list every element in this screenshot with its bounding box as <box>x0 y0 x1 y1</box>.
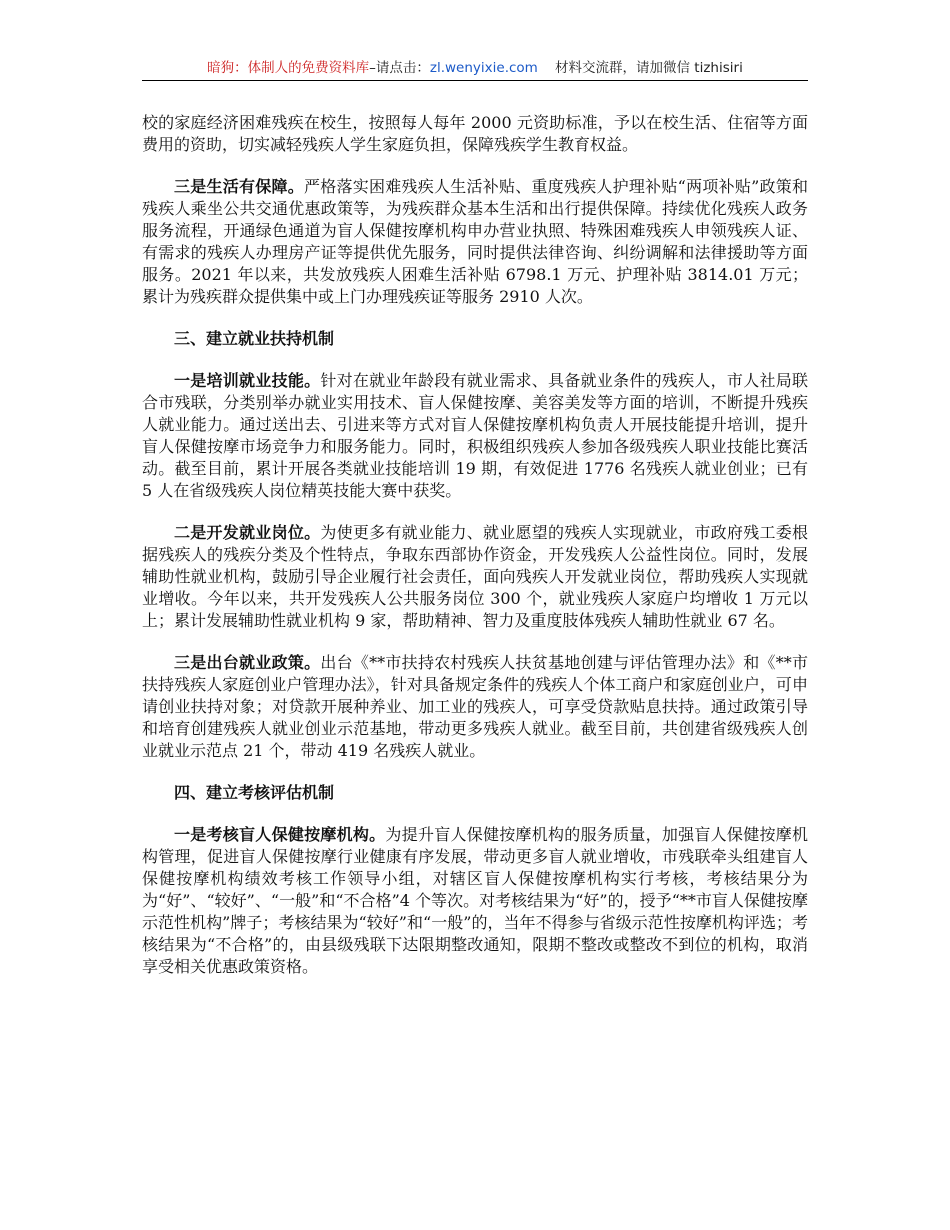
paragraph-text: 针对在就业年龄段有就业需求、具备就业条件的残疾人，市人社局联合市残联，分类别举办就业实用技术、盲人保健按摩、美容美发等方面的培训，不断提升残疾人就业能力。通过送出去、引进来等方式对盲人保健按摩机构负责人开展技能提升培训，提升盲人保健按摩市场竞争力和服务能力。同时，积极组织残疾人参加各级残疾人职业技能比赛活动。截至目前，累计开展各类就业技能培训 19 期，有效促进 1776 名残疾人就业创业；已有 5 人在省级残疾人岗位精英技能大赛中获奖。 <box>142 371 808 500</box>
section-heading-assessment: 四、建立考核评估机制 <box>174 783 335 802</box>
header-site-name: 暗狗：体制人的免费资料库 <box>207 60 370 76</box>
paragraph-text: 严格落实困难残疾人生活补贴、重度残疾人护理补贴“两项补贴”政策和残疾人乘坐公共交通优惠政策等，为残疾群众基本生活和出行提供保障。持续优化残疾人政务服务流程，开通绿色通道为盲人保健按摩机构申办营业执照、特殊困难残疾人申领残疾人证、有需求的残疾人办理房产证等提供优先服务，同时提供法律咨询、纠纷调解和法律援助等方面服务。2021 年以来，共发放残疾人困难生活补贴 6798.1 万元、护理补贴 3814.01 万元；累计为残疾群众提供集中或上门办理残疾证等服务 2910 人次。 <box>142 177 808 306</box>
paragraph-living-support <box>142 176 808 308</box>
paragraph-lead: 三是生活有保障。 <box>174 177 304 196</box>
paragraph-text: 校的家庭经济困难残疾在校生，按照每人每年 2000 元资助标准，予以在校生活、住宿等方面费用的资助，切实减轻残疾人学生家庭负担，保障残疾学生教育权益。 <box>142 113 808 154</box>
paragraph-job-positions <box>142 522 808 632</box>
page-header <box>142 58 808 81</box>
paragraph-text: 为提升盲人保健按摩机构的服务质量，加强盲人保健按摩机构管理，促进盲人保健按摩行业健康有序发展，带动更多盲人就业增收，市残联牵头组建盲人保健按摩机构绩效考核工作领导小组，对辖区盲人保健按摩机构实行考核，考核结果分为为“好”、“较好”、“一般”和“不合格”4 个等次。对考核结果为“好”的，授予“**市盲人保健按摩示范性机构”牌子；考核结果为“较好”和“一般”的，当年不得参与省级示范性按摩机构评选；考核结果为“不合格”的，由县级残联下达限期整改通知，限期不整改或整改不到位的机构，取消享受相关优惠政策资格。 <box>142 825 808 976</box>
paragraph-lead: 一是考核盲人保健按摩机构。 <box>174 825 386 844</box>
paragraph-lead: 二是开发就业岗位。 <box>174 523 321 542</box>
paragraph-employment-policy <box>142 652 808 762</box>
paragraph-text: 出台《**市扶持农村残疾人扶贫基地创建与评估管理办法》和《**市扶持残疾人家庭创业户管理办法》，针对具备规定条件的残疾人个体工商户和家庭创业户，可申请创业扶持对象；对贷款开展种养业、加工业的残疾人，可享受贷款贴息扶持。通过政策引导和培育创建残疾人就业创业示范基地，带动更多残疾人就业。截至目前，共创建省级残疾人创业就业示范点 21 个，带动 419 名残疾人就业。 <box>142 653 808 760</box>
header-contact: 材料交流群，请加微信 tizhisiri <box>555 60 743 76</box>
paragraph-continuation <box>142 112 808 156</box>
header-click-prompt: –请点击： <box>369 60 430 76</box>
paragraph-massage-assessment <box>142 824 808 978</box>
paragraph-text: 为使更多有就业能力、就业愿望的残疾人实现就业，市政府残工委根据残疾人的残疾分类及个性特点，争取东西部协作资金，开发残疾人公益性岗位。同时，发展辅助性就业机构，鼓励引导企业履行社会责任，面向残疾人开发就业岗位，帮助残疾人实现就业增收。今年以来，共开发残疾人公共服务岗位 300 个，就业残疾人家庭户均增收 1 万元以上；累计发展辅助性就业机构 9 家，帮助精神、智力及重度肢体残疾人辅助性就业 67 名。 <box>142 523 808 630</box>
section-heading-employment: 三、建立就业扶持机制 <box>174 329 335 348</box>
header-url-link[interactable]: zl.wenyixie.com <box>429 60 538 76</box>
paragraph-lead: 一是培训就业技能。 <box>174 371 321 390</box>
document-body <box>142 112 808 998</box>
paragraph-lead: 三是出台就业政策。 <box>174 653 321 672</box>
paragraph-training <box>142 370 808 502</box>
